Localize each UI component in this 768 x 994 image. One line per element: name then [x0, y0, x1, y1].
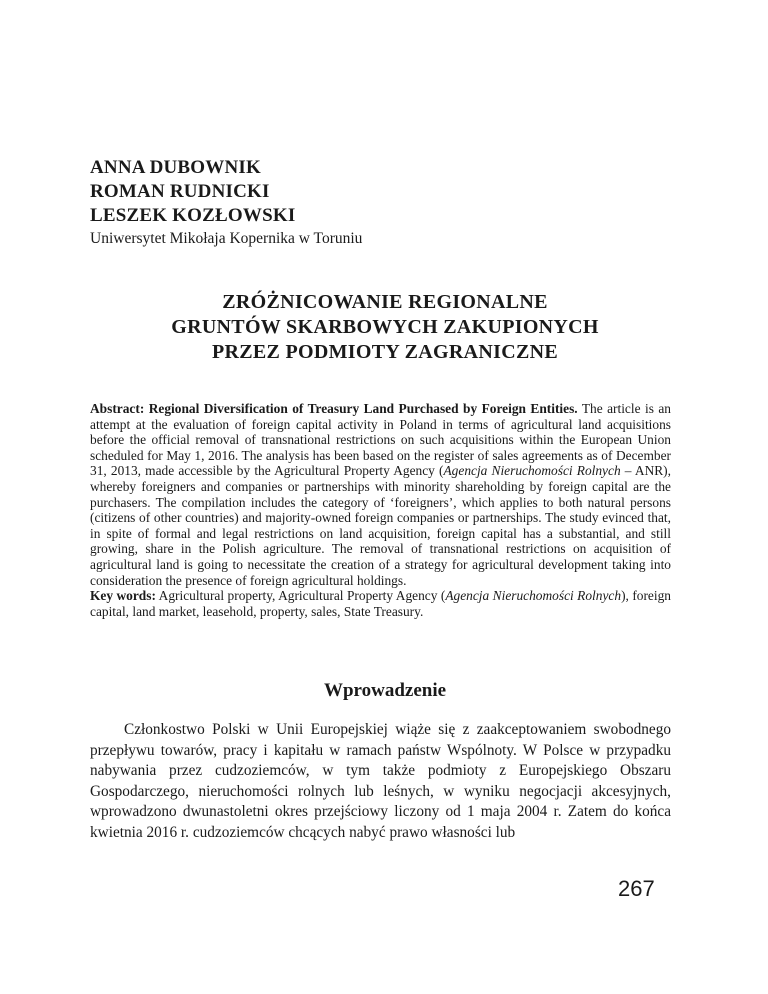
abstract-text-italic: Agencja Nieruchomości Rolnych [443, 463, 621, 479]
title-line: ZRÓŻNICOWANIE REGIONALNE [222, 291, 548, 313]
keywords-text: ), foreign capital, land market, leasehold, property, sales, State Treasury. [90, 588, 671, 619]
keywords-text: Agricultural property, Agricultural Property Agency ( [155, 588, 446, 604]
abstract-text: – ANR), whereby foreigners and companies or partnerships with minority shareholding by foreign capital are the purchasers. The compilation includes the category of ‘foreigners’, which applies to both natural persons (citizens of other countries) and majority-owned foreign companies or partnerships. The study evinced that, in spite of formal and legal restrictions on land acquisition, foreign capital has a substantial, and still growing, share in the Polish agriculture. The removal of transnational restrictions on acquisition of agricultural land is going to necessitate the creation of a strategy for agricultural development taking into consideration the presence of foreign agricultural holdings. [90, 463, 671, 588]
keywords-text-italic: Agencja Nieruchomości Rolnych [445, 588, 622, 604]
body-text [90, 720, 671, 843]
author-name: LESZEK KOZŁOWSKI [90, 205, 296, 226]
keywords-paragraph [90, 588, 671, 619]
paper-title [90, 290, 680, 365]
author-list [90, 156, 295, 228]
abstract-text: The article is an attempt at the evaluation of foreign capital activity in Poland in terms of agricultural land acquisitions before the official removal of transnational restrictions on such acquisitions within the European Union scheduled for May 1, 2016. The analysis has been based on the register of sales agreements as of December 31, 2013, made accessible by the Agricultural Property Agency ( [90, 401, 671, 479]
page-number: 267 [618, 876, 655, 901]
author-name: ANNA DUBOWNIK [90, 157, 261, 178]
author-name: ROMAN RUDNICKI [90, 181, 270, 202]
abstract-label: Abstract: Regional Diversification of Treasury Land Purchased by Foreign Entities. [90, 401, 578, 416]
title-line: PRZEZ PODMIOTY ZAGRANICZNE [212, 341, 558, 363]
body-paragraph: Członkostwo Polski w Unii Europejskiej wiąże się z zaakceptowaniem swobodnego przepływu towarów, pracy i kapitału w ramach państw Wspólnoty. W Polsce w przypadku nabywania przez cudzoziemców, w tym także podmioty z Europejskiego Obszaru Gospodarczego, nieruchomości rolnych lub leśnych, w wyniku negocjacji akcesyjnych, wprowadzono dwunastoletni okres przejściowy liczony od 1 maja 2004 r. Zatem do końca kwietnia 2016 r. cudzoziemców chcących nabyć prawo własności lub [90, 721, 671, 841]
abstract-block [90, 401, 671, 619]
affiliation: Uniwersytet Mikołaja Kopernika w Toruniu [90, 230, 363, 247]
title-line: GRUNTÓW SKARBOWYCH ZAKUPIONYCH [171, 316, 599, 338]
section-heading: Wprowadzenie [323, 680, 447, 701]
keywords-label: Key words: [90, 588, 156, 604]
abstract-paragraph [90, 401, 671, 588]
